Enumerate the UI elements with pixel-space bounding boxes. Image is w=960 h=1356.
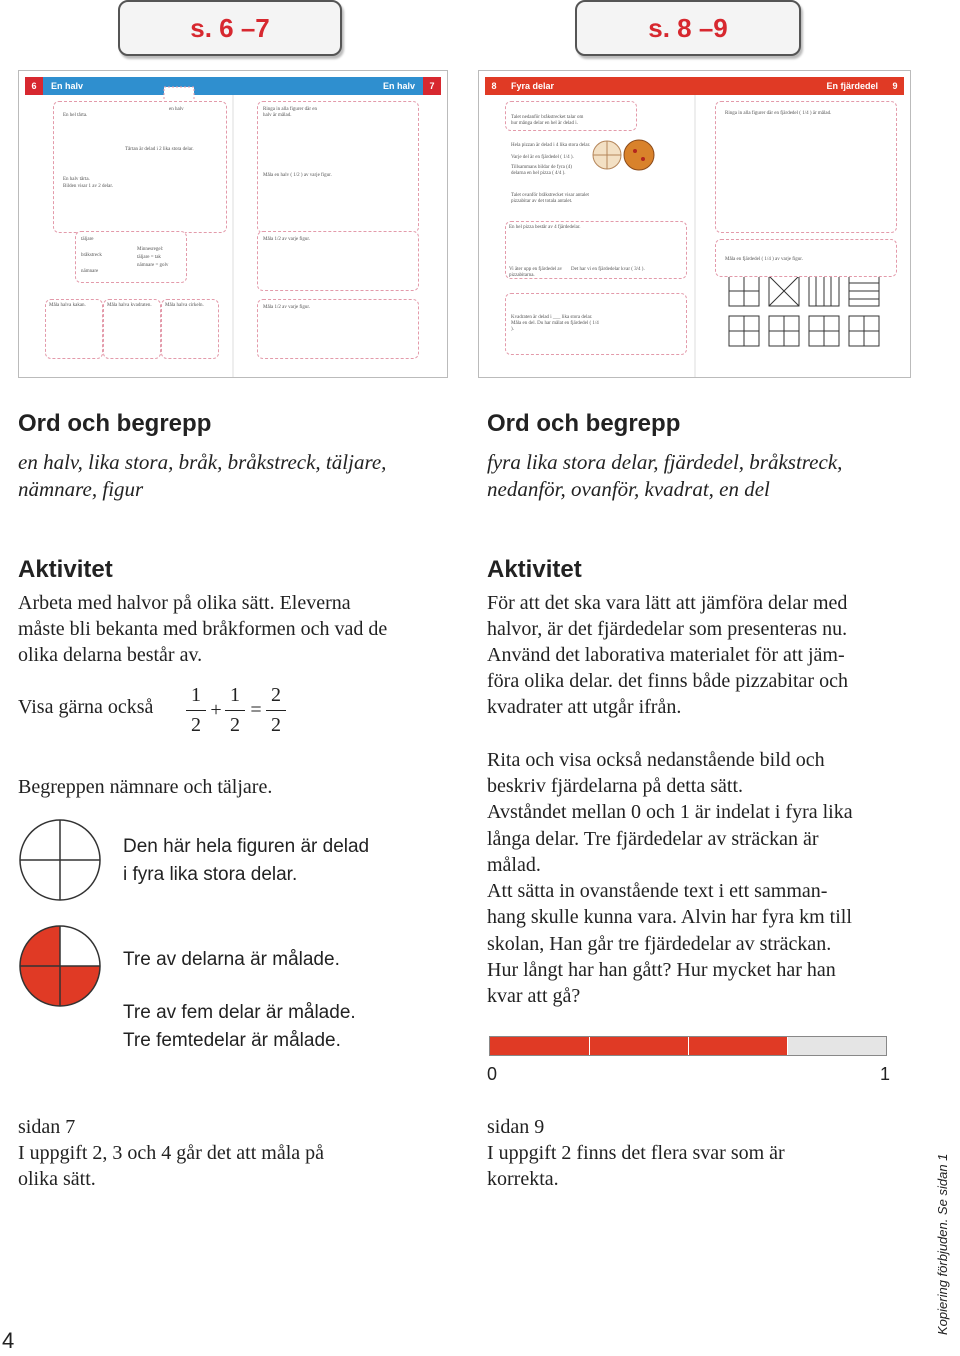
ord-och-begrepp-title-right: Ord och begrepp bbox=[487, 410, 681, 437]
eq-denominator-2: 2 bbox=[230, 714, 240, 736]
text-whole-cake: En hel tårta. bbox=[63, 113, 88, 118]
text-paint-quarter: Måla en fjärdedel ( 1/4 ) av varje figur. bbox=[725, 257, 803, 262]
rita-text-3: Avståndet mellan 0 och 1 är indelat i fyra lika bbox=[487, 801, 853, 823]
rita-text-2: beskriv fjärdelarna på detta sätt. bbox=[487, 775, 743, 797]
text-three-quarters-left: Det har vi en fjärdedelar kvar ( 3/4 ). bbox=[571, 267, 645, 272]
spread-pages-8-9 bbox=[478, 70, 911, 378]
rita-text-7: hang skulle kunna vara. Alvin har fyra km till bbox=[487, 906, 852, 928]
text-fraction-bar: bråkstreck bbox=[81, 253, 102, 258]
rita-text-4: långa delar. Tre fjärdedelar av sträckan är bbox=[487, 828, 819, 850]
text-cake-divided: Tårtan är delad i 2 lika stora delar. bbox=[125, 147, 194, 152]
aktivitet-text-right-2: halvor, är det fjärdedelar som presenteras nu. bbox=[487, 618, 848, 640]
text-memory-rule: Minnesregel: bbox=[137, 247, 164, 252]
circle-text-4: Tre av fem delar är målade. bbox=[123, 1002, 356, 1023]
text-numerator-roof: täljare = tak bbox=[137, 255, 161, 260]
fraction-bar-tick-3 bbox=[787, 1037, 788, 1055]
fraction-bar-tick-1 bbox=[589, 1037, 590, 1055]
eq-fraction-bar-2 bbox=[225, 710, 245, 711]
eq-numerator-2: 1 bbox=[230, 684, 240, 706]
quartered-circle bbox=[18, 818, 102, 902]
text-paint-figures: Måla 1/2 av varje figur. bbox=[263, 305, 311, 310]
fraction-bar-tick-2 bbox=[688, 1037, 689, 1055]
aktivitet-title-right: Aktivitet bbox=[487, 556, 582, 583]
ord-och-begrepp-title-left: Ord och begrepp bbox=[18, 410, 212, 437]
task-box-cake bbox=[53, 101, 227, 233]
rita-text-8: skolan, Han går tre fjärdedelar av sträckan. bbox=[487, 933, 832, 955]
ord-words-left-2: nämnare, figur bbox=[18, 477, 144, 501]
text-half-cake: En halv tårta. bbox=[63, 177, 90, 182]
text-circle-quarter: Ringa in alla figurer där en fjärdedel ( 1/4 ) är målad. bbox=[725, 111, 832, 116]
rita-text-6: Att sätta in ovanstående text i ett samman- bbox=[487, 880, 828, 902]
aktivitet-text-left-2: måste bli bekanta med bråkformen och vad de bbox=[18, 618, 388, 640]
circle-text-1: Den här hela figuren är delad bbox=[123, 836, 370, 857]
page-title-right: En fjärdedel bbox=[826, 81, 878, 91]
sidan-9-title: sidan 9 bbox=[487, 1116, 545, 1138]
circle-text-5: Tre femtedelar är målade. bbox=[123, 1030, 341, 1051]
ord-words-left-1: en halv, lika stora, bråk, bråkstreck, täljare, bbox=[18, 450, 387, 474]
eq-numerator-3: 2 bbox=[271, 684, 281, 706]
page-title-right: En halv bbox=[382, 81, 415, 91]
aktivitet-text-right-4: föra olika delar. det finns både pizzabitar och bbox=[487, 670, 848, 692]
tab-pages-6-7[interactable]: s. 6 –7 bbox=[118, 0, 342, 56]
page-number-8: 8 bbox=[485, 77, 503, 95]
sidan-7-text-2: olika sätt. bbox=[18, 1168, 96, 1190]
text-below-bar: Talet nedanför bråkstrecket talar om hur många delar en hel är delad i. bbox=[511, 115, 584, 126]
eq-equals: = bbox=[250, 699, 262, 721]
spread-pages-6-7 bbox=[18, 70, 448, 378]
aktivitet-text-right-1: För att det ska vara lätt att jämföra delar med bbox=[487, 592, 848, 614]
page-number-6: 6 bbox=[25, 77, 43, 95]
eq-denominator-1: 2 bbox=[191, 714, 201, 736]
eq-fraction-bar-3 bbox=[266, 710, 286, 711]
sidan-9-text-1: I uppgift 2 finns det flera svar som är bbox=[487, 1142, 785, 1164]
text-above-bar: Talet ovanför bråkstrecket visar antalet pizzabitar av det totala antalet. bbox=[511, 193, 589, 204]
bar-label-one: 1 bbox=[880, 1064, 891, 1084]
text-whole-pizza: Hela pizzan är delad i 4 lika stora delar. bbox=[511, 143, 591, 148]
aktivitet-text-right-5: kvadrater att utgår ifrån. bbox=[487, 696, 682, 718]
ord-words-right-1: fyra lika stora delar, fjärdedel, bråkstreck, bbox=[487, 450, 843, 474]
rita-text-9: Hur långt har han gått? Hur mycket har han bbox=[487, 959, 836, 981]
text-a-half: en halv bbox=[169, 107, 184, 112]
text-paint-circle: Måla halva cirkeln. bbox=[165, 303, 204, 308]
tab-pages-8-9[interactable]: s. 8 –9 bbox=[575, 0, 801, 56]
painted-quartered-circle bbox=[18, 924, 102, 1008]
eq-numerator-1: 1 bbox=[191, 684, 201, 706]
text-pizza-four-parts: En hel pizza består av 4 fjärdedelar. bbox=[509, 225, 581, 230]
page-title-left: Fyra delar bbox=[511, 81, 555, 91]
aktivitet-text-right-3: Använd det laborativa materialet för att jäm- bbox=[487, 644, 845, 666]
eq-plus: + bbox=[210, 699, 222, 721]
page-number-7: 7 bbox=[423, 77, 441, 95]
text-square-divided: Kvadraten är delad i ___ lika stora delar. Måla en del. Du har målat en fjärdedel ( 1/4 ). bbox=[511, 315, 599, 332]
circle-text-2: i fyra lika stora delar. bbox=[123, 864, 298, 885]
copyright-note: Kopiering förbjuden. Se sidan 1 bbox=[935, 1153, 950, 1335]
rita-text-10: kvar att gå? bbox=[487, 985, 581, 1007]
begrepp-heading: Begreppen nämnare och täljare. bbox=[18, 776, 273, 798]
visa-label: Visa gärna också bbox=[18, 696, 154, 718]
task-box-circle-half bbox=[257, 101, 419, 233]
eq-fraction-bar-1 bbox=[186, 710, 206, 711]
fraction-bar bbox=[489, 1036, 887, 1056]
sidan-7-text-1: I uppgift 2, 3 och 4 går det att måla på bbox=[18, 1142, 325, 1164]
aktivitet-text-left-1: Arbeta med halvor på olika sätt. Eleverna bbox=[18, 592, 351, 614]
text-paint-cake: Måla halva kakan. bbox=[49, 303, 86, 308]
ord-words-right-2: nedanför, ovanför, kvadrat, en del bbox=[487, 477, 770, 501]
task-box-circle-quarter bbox=[715, 101, 897, 233]
text-paint-each: Måla 1/2 av varje figur. bbox=[263, 237, 311, 242]
aktivitet-title-left: Aktivitet bbox=[18, 556, 113, 583]
sidan-7-title: sidan 7 bbox=[18, 1116, 76, 1138]
text-paint-square: Måla halva kvadraten. bbox=[107, 303, 152, 308]
bar-label-zero: 0 bbox=[487, 1064, 498, 1084]
text-paint-half: Måla en halv ( 1/2 ) av varje figur. bbox=[263, 173, 332, 178]
rita-text-1: Rita och visa också nedanstående bild och bbox=[487, 749, 825, 771]
page-title-left: En halv bbox=[51, 81, 84, 91]
sidan-9-text-2: korrekta. bbox=[487, 1168, 559, 1190]
eq-denominator-3: 2 bbox=[271, 714, 281, 736]
circle-text-3: Tre av delarna är målade. bbox=[123, 949, 340, 970]
rita-text-5: målad. bbox=[487, 854, 541, 876]
page-number-9: 9 bbox=[886, 77, 904, 95]
text-eat-quarter: Vi äter upp en fjärdedel av pizzabitarna. bbox=[509, 267, 563, 278]
text-image-shows: Bilden visar 1 av 2 delar. bbox=[63, 184, 113, 189]
page-number: 4 bbox=[2, 1328, 15, 1353]
text-circle-half: Ringa in alla figurer där en halv är målad. bbox=[263, 107, 318, 118]
text-denominator-floor: nämnare = golv bbox=[137, 263, 169, 268]
text-denominator: nämnare bbox=[81, 269, 99, 274]
text-numerator: täljare bbox=[81, 237, 94, 242]
fraction-bar-fill bbox=[490, 1037, 787, 1055]
aktivitet-text-left-3: olika delarna består av. bbox=[18, 644, 203, 666]
text-each-part: Varje del är en fjärdedel ( 1/4 ). bbox=[511, 155, 574, 160]
text-together: Tillsammans bildar de fyra (4) delarna en hel pizza ( 4/4 ). bbox=[511, 165, 572, 176]
